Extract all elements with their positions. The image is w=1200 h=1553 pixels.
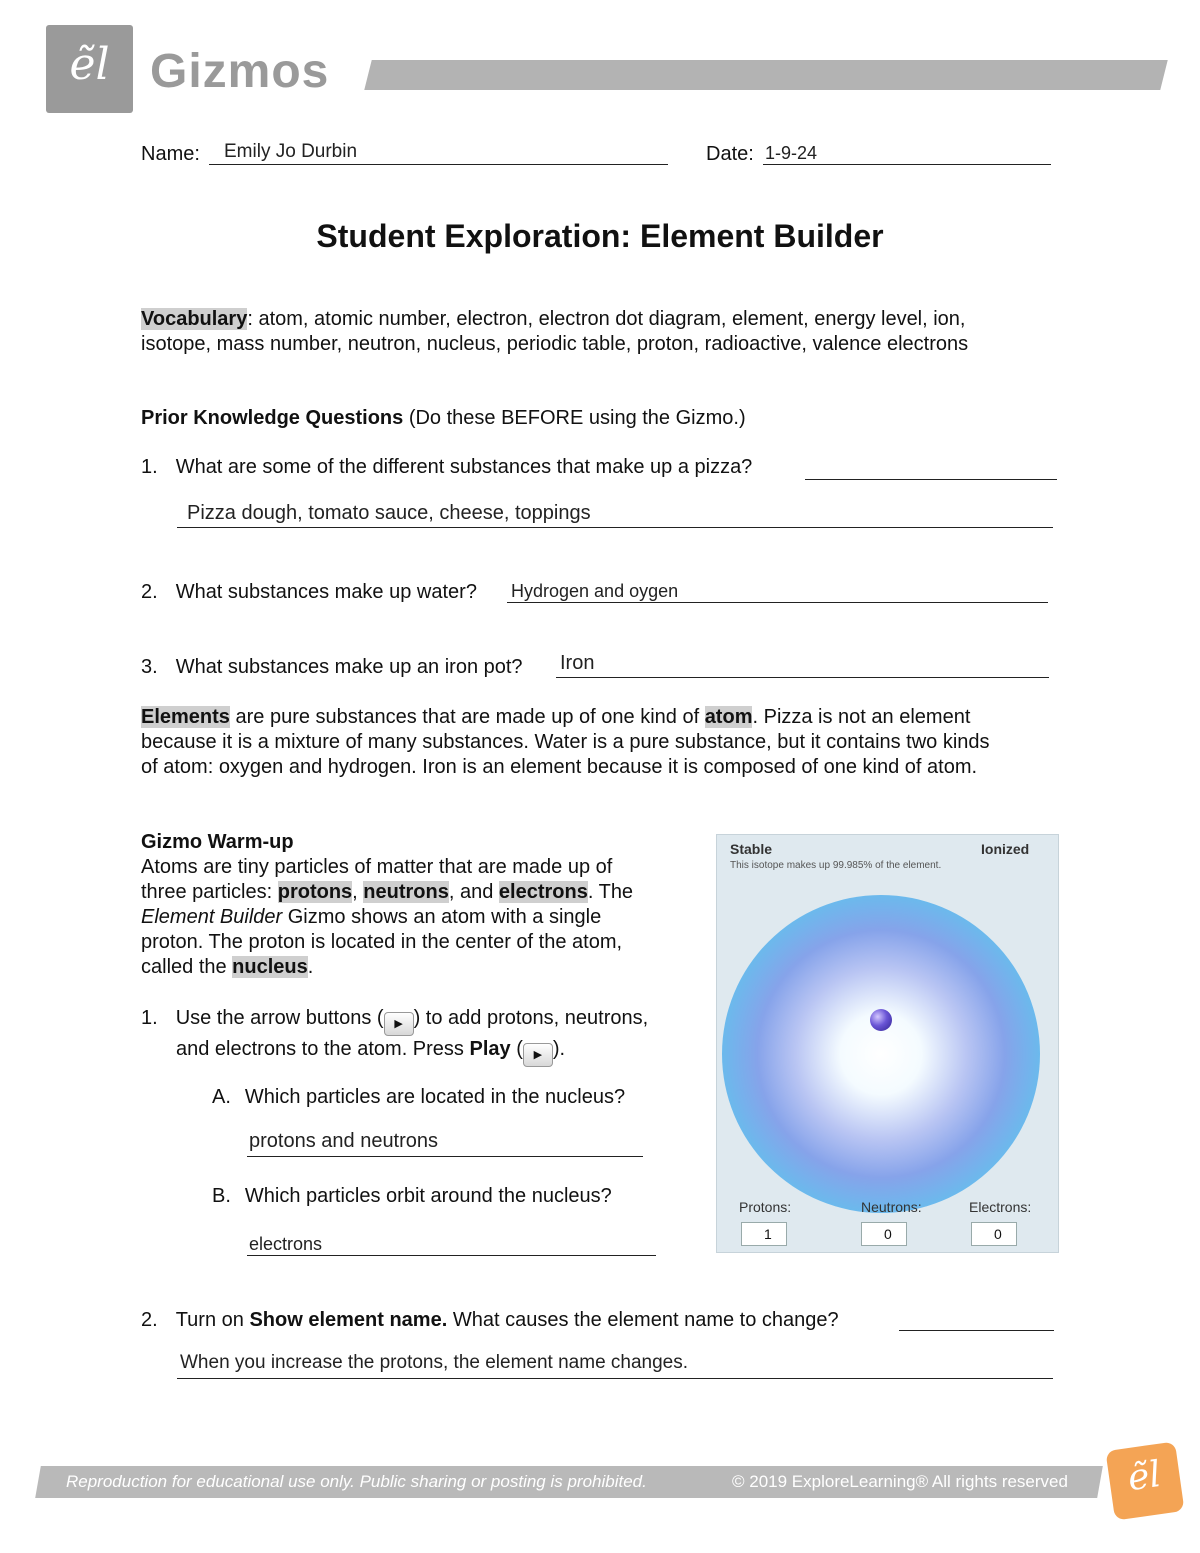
page-title: Student Exploration: Element Builder — [316, 218, 884, 254]
name-field[interactable] — [209, 139, 668, 165]
neutrons-label: Neutrons: — [861, 1199, 922, 1215]
warmup-q1b-answer-field[interactable] — [247, 1232, 656, 1256]
warmup-q1a: A. Which particles are located in the nucleus? — [212, 1086, 626, 1108]
prior-q1: 1. What are some of the different substances that make up a pizza? — [141, 456, 753, 478]
prior-q2-answer: Hydrogen and oygen — [511, 581, 679, 601]
prior-q1-answer-field[interactable] — [177, 500, 1053, 528]
name-label: Name: — [141, 143, 200, 165]
isotope-note: This isotope makes up 99.985% of the element. — [730, 860, 942, 871]
electron-cloud — [722, 895, 1040, 1213]
warmup-q2-answer: When you increase the protons, the element name changes. — [180, 1352, 689, 1373]
warmup-intro: Gizmo Warm-up Atoms are tiny particles of matter that are made up of three particles: protons, neutrons, and electrons. The Element Builder Gizmo shows an atom with a single proton. The proton is located in the center of the atom, called the nucleus. — [141, 831, 634, 978]
date-label: Date: — [706, 143, 754, 165]
prior-q1-answer: Pizza dough, tomato sauce, cheese, toppings — [187, 502, 591, 524]
header-bar — [364, 60, 1167, 90]
ionized-label: Ionized — [981, 841, 1030, 857]
protons-count: 1 — [741, 1222, 787, 1246]
play-button-icon: ▶ — [523, 1043, 553, 1067]
warmup-q1b: B. Which particles orbit around the nucleus? — [212, 1185, 612, 1207]
warmup-q1a-answer-field[interactable] — [247, 1130, 643, 1157]
date-value: 1-9-24 — [765, 143, 818, 163]
gizmos-logo: ẽl — [46, 25, 133, 113]
vocabulary: Vocabulary: atom, atomic number, electron, electron dot diagram, element, energy level, ion, isotope, mass number, neutron, nucleus, periodic table, proton, radioactive, valence electrons — [141, 308, 969, 355]
element-builder-sim — [716, 834, 1059, 1253]
warmup-q1b-answer: electrons — [249, 1234, 323, 1254]
proton-nucleus — [870, 1009, 892, 1031]
footer-disclaimer: Reproduction for educational use only. Public sharing or posting is prohibited. — [66, 1472, 647, 1491]
name-value: Emily Jo Durbin — [224, 141, 358, 162]
warmup-q2-blank — [899, 1307, 1054, 1331]
elements-paragraph: Elements are pure substances that are made up of one kind of atom. Pizza is not an element because it is a mixture of many substances. Water is a pure substance, but it contains two kinds of atom: oxygen and hydrogen. Iron is an element because it is composed of one kind of atom. — [141, 706, 990, 778]
warmup-q2: 2. Turn on Show element name. What causes the element name to change? — [141, 1309, 839, 1331]
brand-name: Gizmos — [150, 45, 330, 98]
neutrons-count: 0 — [861, 1222, 907, 1246]
warmup-q2-answer-field[interactable] — [177, 1350, 1053, 1379]
stable-label: Stable — [730, 841, 773, 857]
arrow-button-icon: ▶ — [384, 1012, 414, 1036]
footer-copyright: © 2019 ExploreLearning® All rights reserved — [732, 1472, 1068, 1491]
prior-q3: 3. What substances make up an iron pot? — [141, 656, 523, 678]
prior-q3-answer: Iron — [560, 652, 595, 674]
prior-q1-blank — [805, 455, 1057, 480]
warmup-q1: 1. Use the arrow buttons ( ▶ ) to add protons, neutrons, and electrons to the atom. Press Play ( ▶ ). — [141, 1005, 701, 1067]
protons-label: Protons: — [739, 1199, 792, 1215]
prior-q2: 2. What substances make up water? — [141, 581, 477, 603]
date-field[interactable] — [763, 139, 1051, 165]
warmup-q1a-answer: protons and neutrons — [249, 1130, 439, 1152]
prior-knowledge-heading: Prior Knowledge Questions (Do these BEFORE using the Gizmo.) — [141, 407, 746, 429]
electrons-count: 0 — [971, 1222, 1017, 1246]
explorelearning-logo: ẽl — [1105, 1441, 1184, 1520]
electrons-label: Electrons: — [969, 1199, 1032, 1215]
prior-q2-answer-field[interactable] — [507, 579, 1048, 603]
prior-q3-answer-field[interactable] — [556, 652, 1049, 678]
